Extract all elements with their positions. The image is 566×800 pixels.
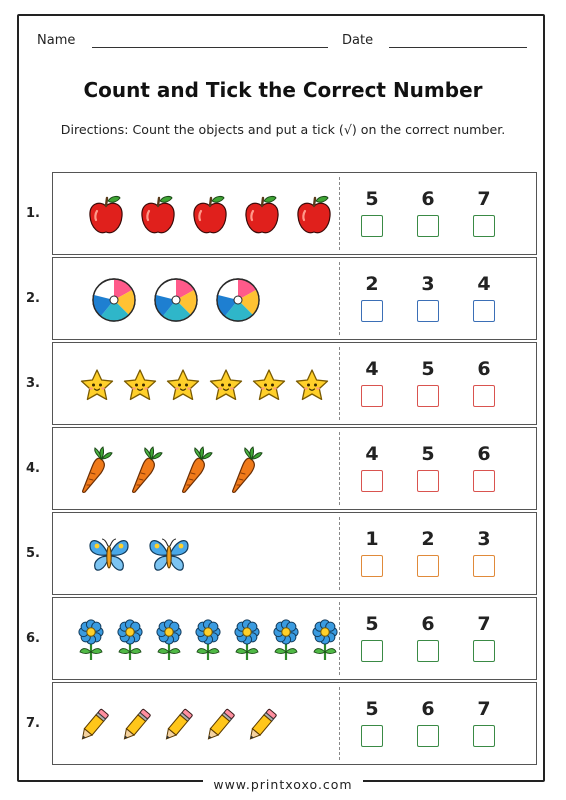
answer-choices xyxy=(353,598,533,681)
tick-checkbox[interactable] xyxy=(473,725,495,747)
question-row xyxy=(52,342,537,425)
carrot-icon xyxy=(229,445,263,499)
answer-option xyxy=(469,274,499,322)
option-number: 6 xyxy=(421,188,435,210)
apple-icon xyxy=(87,194,125,240)
date-line[interactable] xyxy=(389,34,527,48)
row-divider xyxy=(339,432,340,505)
answer-option xyxy=(413,444,443,492)
option-number: 2 xyxy=(421,528,435,550)
tick-checkbox[interactable] xyxy=(417,215,439,237)
carrot-icon xyxy=(79,445,113,499)
flower-icon xyxy=(154,618,184,666)
tick-checkbox[interactable] xyxy=(417,470,439,492)
option-number: 1 xyxy=(365,528,379,550)
object-group xyxy=(63,173,338,256)
pencil-icon xyxy=(119,706,153,748)
answer-choices xyxy=(353,683,533,766)
answer-choices xyxy=(353,428,533,511)
question-number: 4. xyxy=(26,461,40,476)
question-number: 6. xyxy=(26,631,40,646)
pencil-icon xyxy=(245,706,279,748)
star-icon xyxy=(251,368,287,406)
tick-checkbox[interactable] xyxy=(361,300,383,322)
tick-checkbox[interactable] xyxy=(473,640,495,662)
tick-checkbox[interactable] xyxy=(473,215,495,237)
answer-option xyxy=(357,699,387,747)
answer-choices xyxy=(353,343,533,426)
tick-checkbox[interactable] xyxy=(361,385,383,407)
object-group xyxy=(63,258,338,341)
question-number: 3. xyxy=(26,376,40,391)
name-field xyxy=(37,33,328,48)
answer-option xyxy=(413,614,443,662)
tick-checkbox[interactable] xyxy=(417,640,439,662)
beach-ball-icon xyxy=(153,277,199,327)
option-number: 7 xyxy=(477,698,491,720)
carrot-icon xyxy=(179,445,213,499)
directions-text: Directions: Count the objects and put a tick (√) on the correct number. xyxy=(60,122,506,137)
tick-checkbox[interactable] xyxy=(417,555,439,577)
tick-checkbox[interactable] xyxy=(361,725,383,747)
question-row xyxy=(52,597,537,680)
answer-option xyxy=(413,699,443,747)
flower-icon xyxy=(271,618,301,666)
star-icon xyxy=(122,368,158,406)
question-row xyxy=(52,512,537,595)
option-number: 4 xyxy=(365,358,379,380)
answer-option xyxy=(357,529,387,577)
answer-option xyxy=(413,359,443,407)
name-line[interactable] xyxy=(92,34,328,48)
apple-icon xyxy=(243,194,281,240)
question-number: 1. xyxy=(26,206,40,221)
star-icon xyxy=(208,368,244,406)
question-number: 2. xyxy=(26,291,40,306)
flower-icon xyxy=(193,618,223,666)
tick-checkbox[interactable] xyxy=(473,385,495,407)
option-number: 7 xyxy=(477,613,491,635)
tick-checkbox[interactable] xyxy=(361,470,383,492)
answer-option xyxy=(469,529,499,577)
answer-option xyxy=(413,529,443,577)
option-number: 6 xyxy=(421,698,435,720)
object-group xyxy=(63,513,338,596)
star-icon xyxy=(79,368,115,406)
answer-option xyxy=(469,444,499,492)
row-divider xyxy=(339,177,340,250)
answer-option xyxy=(357,189,387,237)
tick-checkbox[interactable] xyxy=(417,385,439,407)
flower-icon xyxy=(115,618,145,666)
answer-choices xyxy=(353,258,533,341)
flower-icon xyxy=(232,618,262,666)
option-number: 5 xyxy=(365,698,379,720)
question-row xyxy=(52,172,537,255)
carrot-icon xyxy=(129,445,163,499)
answer-option xyxy=(469,189,499,237)
option-number: 6 xyxy=(477,358,491,380)
beach-ball-icon xyxy=(91,277,137,327)
answer-option xyxy=(469,699,499,747)
apple-icon xyxy=(191,194,229,240)
page-title: Count and Tick the Correct Number xyxy=(83,78,483,102)
answer-option xyxy=(357,614,387,662)
star-icon xyxy=(165,368,201,406)
tick-checkbox[interactable] xyxy=(361,215,383,237)
option-number: 6 xyxy=(477,443,491,465)
beach-ball-icon xyxy=(215,277,261,327)
pencil-icon xyxy=(161,706,195,748)
apple-icon xyxy=(139,194,177,240)
flower-icon xyxy=(76,618,106,666)
answer-option xyxy=(357,274,387,322)
footer-url: www.printxoxo.com xyxy=(203,777,362,792)
flower-icon xyxy=(310,618,340,666)
option-number: 3 xyxy=(421,273,435,295)
pencil-icon xyxy=(77,706,111,748)
option-number: 4 xyxy=(477,273,491,295)
tick-checkbox[interactable] xyxy=(417,725,439,747)
option-number: 3 xyxy=(477,528,491,550)
answer-option xyxy=(357,444,387,492)
option-number: 2 xyxy=(365,273,379,295)
option-number: 5 xyxy=(365,613,379,635)
option-number: 7 xyxy=(477,188,491,210)
answer-choices xyxy=(353,513,533,596)
star-icon xyxy=(294,368,330,406)
tick-checkbox[interactable] xyxy=(361,640,383,662)
answer-option xyxy=(413,274,443,322)
row-divider xyxy=(339,687,340,760)
tick-checkbox[interactable] xyxy=(473,470,495,492)
object-group xyxy=(63,428,338,511)
butterfly-icon xyxy=(87,535,131,579)
answer-choices xyxy=(353,173,533,256)
option-number: 5 xyxy=(365,188,379,210)
row-divider xyxy=(339,262,340,335)
option-number: 5 xyxy=(421,358,435,380)
question-row xyxy=(52,257,537,340)
option-number: 4 xyxy=(365,443,379,465)
object-group xyxy=(63,343,338,426)
date-label: Date xyxy=(342,33,374,48)
option-number: 6 xyxy=(421,613,435,635)
tick-checkbox[interactable] xyxy=(417,300,439,322)
tick-checkbox[interactable] xyxy=(473,555,495,577)
apple-icon xyxy=(295,194,333,240)
question-number: 7. xyxy=(26,716,40,731)
pencil-icon xyxy=(203,706,237,748)
row-divider xyxy=(339,347,340,420)
tick-checkbox[interactable] xyxy=(473,300,495,322)
question-number: 5. xyxy=(26,546,40,561)
option-number: 5 xyxy=(421,443,435,465)
date-field xyxy=(342,33,527,48)
question-row xyxy=(52,682,537,765)
answer-option xyxy=(469,614,499,662)
answer-option xyxy=(469,359,499,407)
object-group xyxy=(63,598,338,681)
object-group xyxy=(63,683,338,766)
name-label: Name xyxy=(37,33,76,48)
question-row xyxy=(52,427,537,510)
butterfly-icon xyxy=(147,535,191,579)
row-divider xyxy=(339,517,340,590)
answer-option xyxy=(357,359,387,407)
tick-checkbox[interactable] xyxy=(361,555,383,577)
footer xyxy=(0,774,566,793)
answer-option xyxy=(413,189,443,237)
